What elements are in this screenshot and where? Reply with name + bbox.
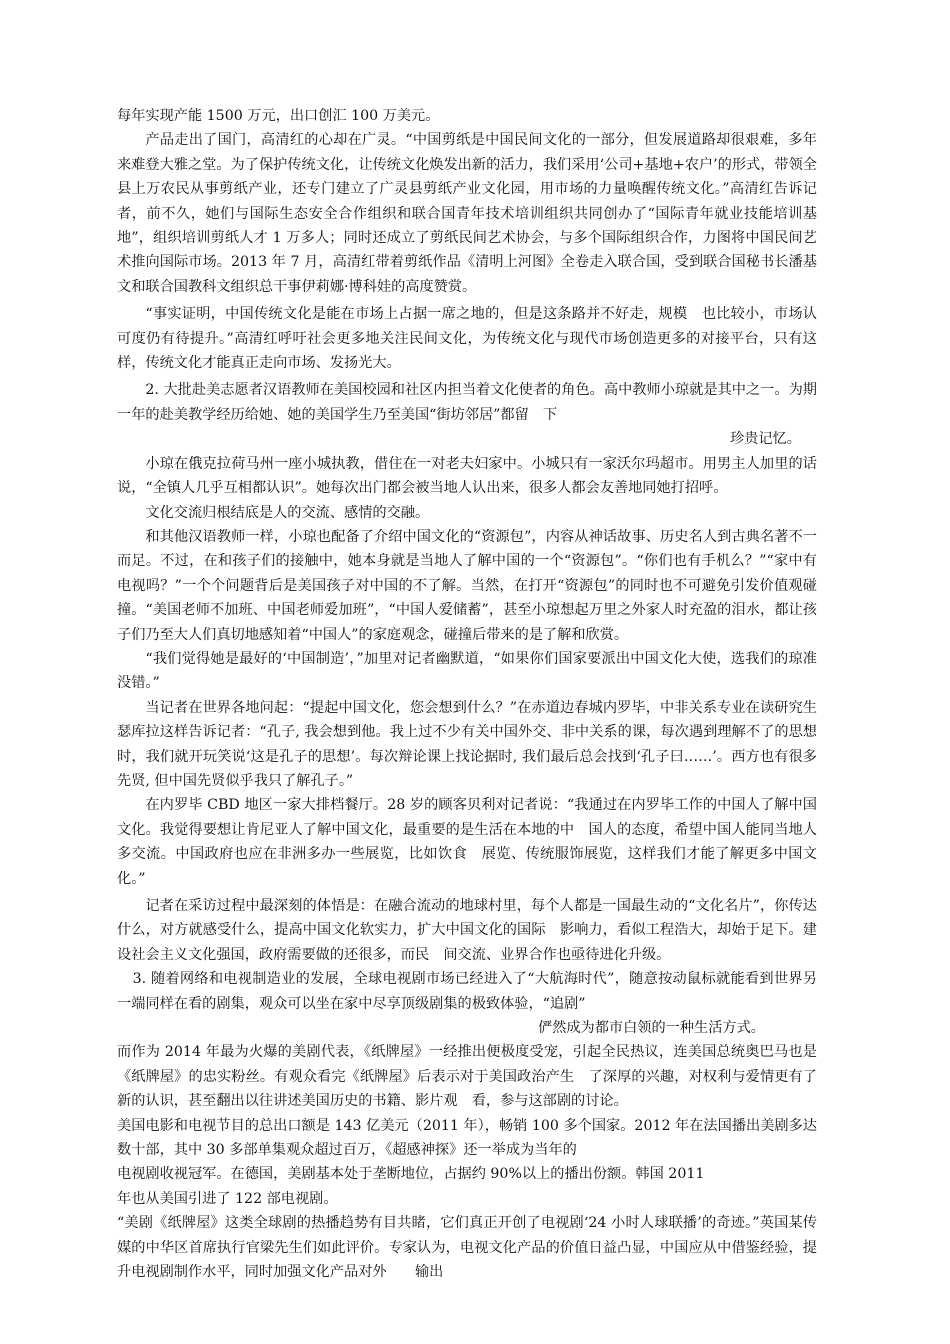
paragraph: 在内罗毕 CBD 地区一家大排档餐厅。28 岁的顾客贝利对记者说：“我通过在内罗毕工作的中国人了解中国文化。我觉得要想让肯尼亚人了解中国文化，最重要的是生活在本地的中 国人的态度，希望中国人能同当地人多交流。中国政府也应在非洲多办一些展览，比如饮食 展览、传统服饰展览，这样我们才能了解更多中国文化。”	[117, 797, 817, 887]
paragraph-tail: 珍贵记忆。	[730, 431, 801, 448]
paragraph: 电视剧收视冠军。在德国，美剧基本处于垄断地位，占据约 90%以上的播出份额。韩国 2011	[117, 1166, 705, 1183]
paragraph: 小琼在俄克拉荷马州一座小城执教，借住在一对老夫妇家中。小城只有一家沃尔玛超市。用男主人加里的话说，“全镇人几乎互相都认识”。她每次出门都会被当地人认出来，很多人都会友善地同她打招呼。	[117, 455, 817, 497]
paragraph: 文化交流归根结底是人的交流、感情的交融。	[145, 504, 430, 521]
paragraph: 3. 随着网络和电视制造业的发展，全球电视剧市场已经进入了“大航海时代”，随意按动鼠标就能看到世界另一端同样在看的剧集，观众可以坐在家中尽享顶级剧集的极致体验，“追剧”	[117, 971, 817, 1012]
paragraph: “美剧《纸牌屋》这类全球剧的热播趋势有目共睹，它们真正开创了电视剧‘24 小时人球联播’的奇迹。”英国某传媒的中华区首席执行官梁先生们如此评价。专家认为，电视文化产品的价值日益凸显，中国应从中借鉴经验，提升电视剧制作水平，同时加强文化产品对外 输出	[117, 1215, 817, 1281]
paragraph-tail: 俨然成为都市白领的一种生活方式。	[537, 1020, 765, 1037]
paragraph: 记者在采访过程中最深刻的体悟是：在融合流动的地球村里，每个人都是一国最生动的“文化名片”，你传达什么，对方就感受什么，提高中国文化软实力，扩大中国文化的国际 影响力，看似工程浩大，却始于足下。建设社会主义文化强国，政府需要做的还很多，而民 间交流、业界合作也亟待进化升级。	[117, 898, 817, 963]
paragraph: 每年实现产能 1500 万元，出口创汇 100 万美元。	[117, 108, 440, 124]
paragraph: 而作为 2014 年最为火爆的美剧代表，《纸牌屋》一经推出便极度受宠，引起全民热议，连美国总统奥巴马也是《纸牌屋》的忠实粉丝。有观众看完《纸牌屋》后表示对于美国政治产生 了深厚的兴趣，对权利与爱情更有了新的认识，甚至翻出以往讲述美国历史的书籍、影片观 看，参与这部剧的讨论。	[117, 1044, 817, 1110]
paragraph: 和其他汉语教师一样，小琼也配备了介绍中国文化的“资源包”，内容从神话故事、历史名人到古典名著不一而足。不过，在和孩子们的接触中，她本身就是当地人了解中国的一个“资源包”。“你们也有手机么？”“家中有电视吗？”一个个问题背后是美国孩子对中国的不了解。当然，在打开“资源包”的同时也不可避免引发价值观碰撞。“美国老师不加班、中国老师爱加班”，“中国人爱储蓄”，甚至小琼想起万里之外家人时充盈的泪水，都让孩子们乃至大人们真切地感知着“中国人”的家庭观念，碰撞后带来的是了解和欣赏。	[117, 528, 817, 643]
paragraph: “事实证明，中国传统文化是能在市场上占据一席之地的，但是这条路并不好走，规模 也比较小，市场认可度仍有待提升。”高清红呼吁社会更多地关注民间文化，为传统文化与现代市场创造更多的对接平台，只有这样，传统文化才能真正走向市场、发扬光大。	[117, 306, 817, 372]
paragraph: 产品走出了国门，高清红的心却在广灵。“中国剪纸是中国民间文化的一部分，但发展道路却很艰难，多年来难登大雅之堂。为了保护传统文化，让传统文化焕发出新的活力，我们采用‘公司+基地+农户’的形式，带领全县上万农民从事剪纸产业，还专门建立了广灵县剪纸产业文化园，用市场的力量唤醒传统文化。”高清红告诉记者，前不久，她们与国际生态安全合作组织和联合国青年技术培训组织共同创办了“国际青年就业技能培训基地”，组织培训剪纸人才 1 万多人；同时还成立了剪纸民间艺术协会，与多个国际组织合作，力图将中国民间艺术推向国际市场。2013 年 7 月，高清红带着剪纸作品《清明上河图》全卷走入联合国，受到联合国秘书长潘基文和联合国教科文组织总干事伊莉娜·博科娃的高度赞赏。	[117, 132, 817, 295]
paragraph: “我们觉得她是最好的‘中国制造’，”加里对记者幽默道，“如果你们国家要派出中国文化大使，选我们的琼准没错。”	[117, 650, 817, 692]
paragraph: 年也从美国引进了 122 部电视剧。	[117, 1190, 338, 1207]
paragraph: 2. 大批赴美志愿者汉语教师在美国校园和社区内担当着文化使者的角色。高中教师小琼就是其中之一。为期一年的赴美教学经历给她、她的美国学生乃至美国“街坊邻居”都留 下	[117, 382, 817, 423]
paragraph: 美国电影和电视节目的总出口额是 143 亿美元（2011 年），畅销 100 多个国家。2012 年在法国播出美剧多达数十部，其中 30 多部单集观众超过百万，《超感神探》还一举成为当年的	[117, 1117, 817, 1159]
paragraph: 当记者在世界各地问起：“提起中国文化，您会想到什么？”在赤道边春城内罗毕，中非关系专业在读研究生瑟库拉这样告诉记者：“孔子, 我会想到他。我上过不少有关中国外交、非中关系的课，每次遇到理解不了的思想时，我们就开玩笑说‘这是孔子的思想’。每次辩论课上找论据时, 我们最后总会找到‘孔子曰……’。西方也有很多先贤, 但中国先贤似乎我只了解孔子。”	[117, 699, 817, 789]
document-page	[117, 104, 817, 1285]
